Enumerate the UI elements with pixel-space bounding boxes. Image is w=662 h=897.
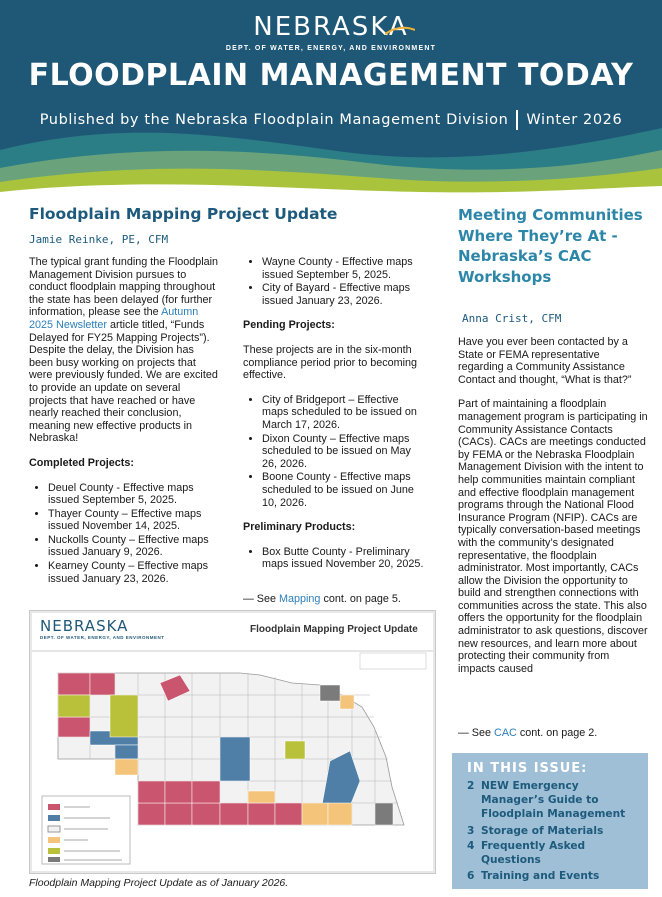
list-item: • Nuckolls County – Effective maps issued January 9, 2026. [48,534,219,559]
cac-para-2: Part of maintaining a floodplain management program is participating in Community Assistance Contacts (CACs). CACs are meetings conducted by FEMA or the Nebraska Floodplain Management Division with the intent to help communities maintain compliant and effective floodplain management programs through the National Flood Insurance Program (NFIP). CACs are typically conversation-based meetings with the community’s designated representative, the floodplain administrator. Most importantly, CACs allow the Division the opportunity to build and strengthen connections with communities across the state. This also offers the opportunity for the floodplain administrator to ask questions, discover new resources, and learn more about protecting their community from impacts caused [458,398,648,675]
list-item: • City of Bayard - Effective maps issued January 23, 2026. [262,282,428,307]
preliminary-list [243,546,428,571]
publication-line [0,110,662,130]
map-caption: Floodplain Mapping Project Update as of January 2026. [29,877,289,889]
list-item: • Boone County - Effective maps scheduled to be issued on June 10, 2026. [262,471,428,509]
toc-item[interactable]: 3 Storage of Materials [467,825,604,837]
list-item: • City of Bridgeport – Effective maps scheduled to be issued on March 17, 2026. [262,394,428,432]
completed-list [29,482,219,586]
cac-continued-note: — See CAC cont. on page 2. [458,727,598,739]
masthead-banner [0,0,662,200]
pending-list [243,394,428,509]
map-graphic [30,611,435,873]
issue-date: Winter 2026 [526,112,623,128]
mapping-article-author: Jamie Reinke, PE, CFM [29,233,169,246]
pending-intro: These projects are in the six-month compliance period prior to becoming effective. [243,343,418,382]
list-item: • Deuel County - Effective maps issued September 5, 2025. [48,482,219,507]
list-item: • Box Butte County - Preliminary maps issued November 20, 2025. [262,546,428,571]
mapping-intro: The typical grant funding the Floodplain Management Division pursues to conduct floodplain mapping throughout the state has been delayed (for further information, please see the Autumn 2025 Newsletter article titled, “Funds Delayed for FY25 Mapping Projects”). Despite the delay, the Division has been busy working on projects that were previously funded. We are excited to provide an update on several projects that have reached or have nearly reached their conclusion, meaning new effective products in Nebraska! [29,256,219,445]
cac-column [458,336,648,687]
map-title: Floodplain Mapping Project Update [250,624,418,635]
list-item: • Kearney County – Effective maps issued January 23, 2026. [48,560,219,585]
list-item: • Dixon County – Effective maps scheduled to be issued on May 26, 2026. [262,433,428,471]
toc-item[interactable]: 2 NEW Emergency Manager’s Guide to Floodplain Management [467,780,626,820]
map-legend [42,796,130,864]
in-this-issue-box [452,753,648,889]
completed-list-continued [243,256,428,307]
pending-heading: Pending Projects: [243,319,335,332]
toc-item[interactable]: 4 Frequently Asked Questions [467,840,586,866]
map-logo: NEBRASKA DEPT. OF WATER, ENERGY, AND ENVIRONMENT [40,617,165,640]
cac-article-title: Meeting Communities Where They’re At - Nebraska’s CAC Workshops [458,206,643,286]
newsletter-title: FLOODPLAIN MANAGEMENT TODAY [28,58,634,93]
mapping-status-map [29,610,436,874]
preliminary-heading: Preliminary Products: [243,521,356,534]
mapping-article-title: Floodplain Mapping Project Update [29,205,338,223]
cac-para-1: Have you ever been contacted by a State or FEMA representative regarding a Community Assistance Contact and thought, “What is that?” [458,336,632,386]
mapping-continued-link[interactable]: Mapping [279,593,321,605]
publisher: Published by the Nebraska Floodplain Management Division [39,112,509,128]
cac-continued-link[interactable]: CAC [494,727,517,739]
list-item: • Thayer County – Effective maps issued November 14, 2025. [48,508,219,533]
mapping-column-1 [29,256,219,597]
list-item: • Wayne County - Effective maps issued September 5, 2025. [262,256,428,281]
logo-swoosh-icon [385,26,415,36]
completed-heading: Completed Projects: [29,456,134,469]
mapping-column-2 [243,256,428,583]
cac-article-author: Anna Crist, CFM [462,312,562,325]
toc-item[interactable]: 6 Training and Events [467,870,600,882]
in-this-issue-heading: IN THIS ISSUE: [467,761,588,776]
mapping-continued-note: — See Mapping cont. on page 5. [243,593,401,605]
map-note-box [360,653,426,669]
autumn-newsletter-link[interactable]: Autumn 2025 Newsletter [29,306,199,331]
ndee-logo: NEBRASKA DEPT. OF WATER, ENERGY, AND ENVIRONMENT [225,12,437,52]
